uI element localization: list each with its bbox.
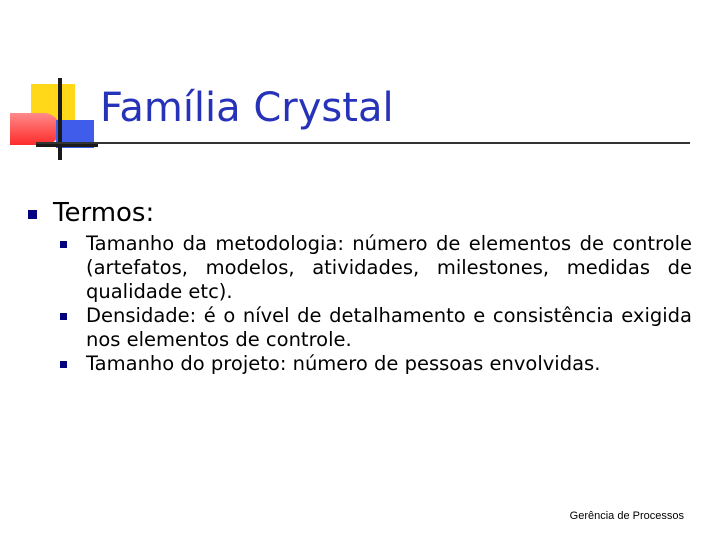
square-bullet-icon [28, 210, 37, 219]
bullet-heading: Termos: [53, 198, 155, 228]
square-bullet-icon [60, 361, 67, 368]
list-item [28, 304, 692, 352]
logo-vertical-line [58, 78, 62, 160]
bullet-termos [28, 196, 692, 230]
slide-title: Família Crystal [100, 85, 394, 131]
square-bullet-icon [60, 313, 67, 320]
list-item-text: Tamanho do projeto: número de pessoas envolvidas. [86, 352, 601, 375]
slide-content [28, 196, 692, 376]
logo-horizontal-line [36, 144, 98, 147]
list-item-text: Tamanho da metodologia: número de elementos de controle (artefatos, modelos, atividades, milestones, medidas de qualidade etc). [86, 232, 692, 303]
list-item [28, 352, 692, 376]
list-item-text: Densidade: é o nível de detalhamento e consistência exigida nos elementos de controle. [86, 304, 692, 351]
title-underline [36, 142, 690, 144]
square-bullet-icon [60, 241, 67, 248]
slide-footer: Gerência de Processos [569, 510, 684, 522]
list-item [28, 232, 692, 304]
sub-bullet-list [28, 232, 692, 376]
logo-red-shape [10, 113, 60, 145]
template-logo [0, 0, 110, 170]
